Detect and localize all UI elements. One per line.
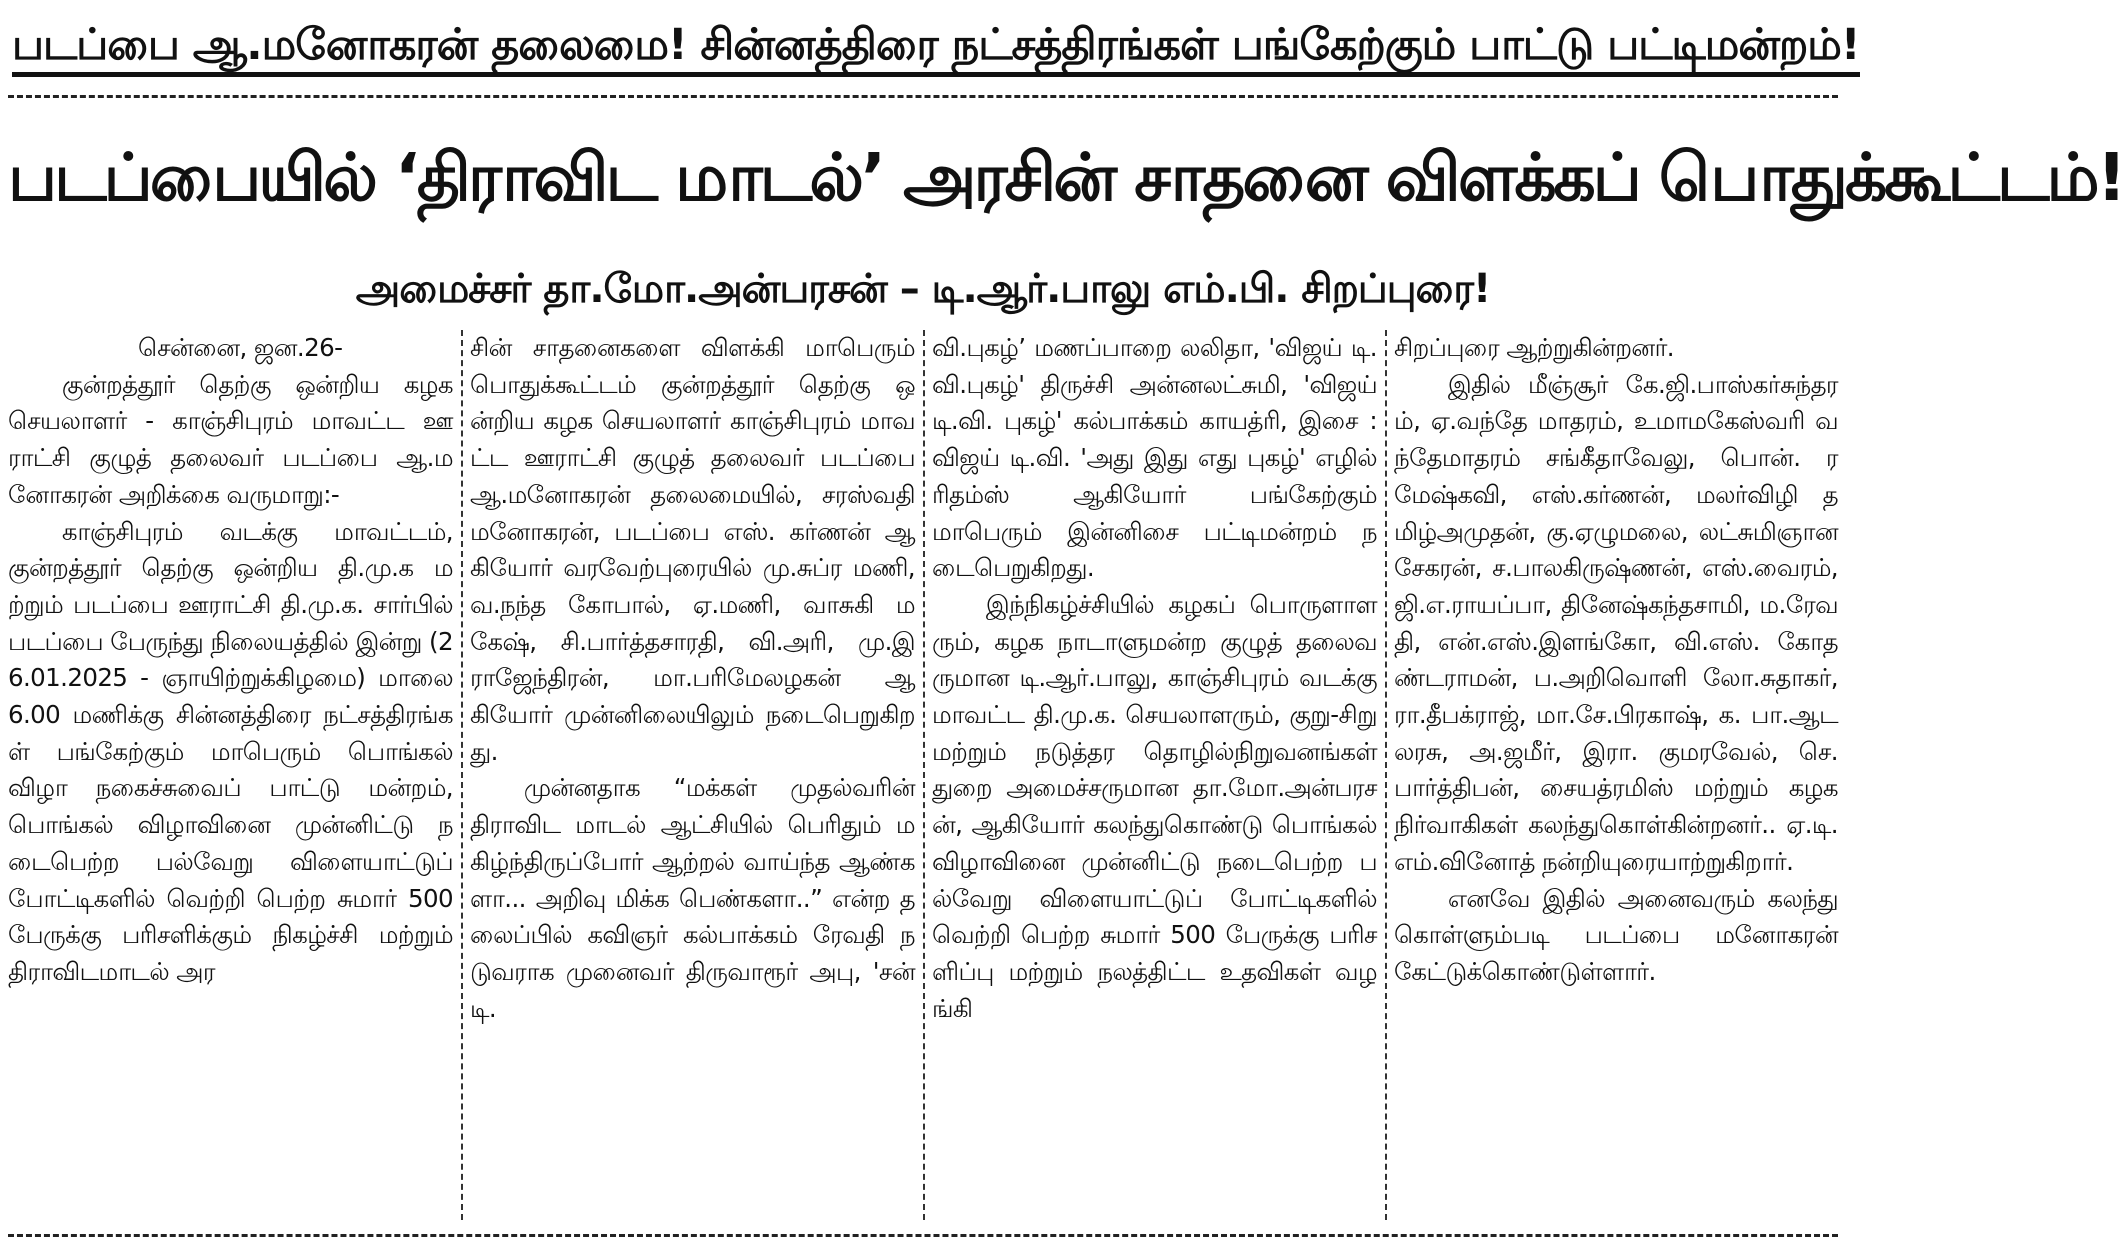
paragraph: காஞ்சிபுரம் வடக்கு மாவட்டம், குன்றத்தூர் தெற்கு ஒன்றிய தி.மு.க மற்றும் படப்பை ஊராட்சி தி.மு.க. சார்பில் படப்பை பேருந்து நிலையத்தில் இன்று (26.01.2025 - ஞாயிற்றுக்கிழமை) மாலை 6.00 மணிக்கு சின்னத்திரை நட்சத்திரங்கள் பங்கேற்கும் மாபெரும் பொங்கல் விழா நகைச்சுவைப் பாட்டு மன்றம், பொங்கல் விழாவினை முன்னிட்டு நடைபெற்ற பல்வேறு விளையாட்டுப் போட்டிகளில் வெற்றி பெற்ற சுமார் 500 பேருக்கு பரிசளிக்கும் நிகழ்ச்சி மற்றும் திராவிடமாடல் அர — [8, 516, 453, 986]
dateline: சென்னை, ஜன.26- — [138, 333, 343, 362]
column-rule — [1385, 330, 1387, 1220]
column-rule — [461, 330, 463, 1220]
subheadline: அமைச்சர் தா.மோ.அன்பரசன் – டி.ஆர்.பாலு எம்.பி. சிறப்புரை! — [355, 266, 1491, 312]
paragraph: சிறப்புரை ஆற்றுகின்றனர். — [1394, 333, 1674, 362]
column-4 — [1394, 330, 1838, 1220]
paragraph: எனவே இதில் அனைவரும் கலந்து கொள்ளும்படி படப்பை மனோகரன் கேட்டுக்கொண்டுள்ளார். — [1394, 883, 1838, 986]
column-2 — [470, 330, 915, 1220]
column-3 — [932, 330, 1377, 1220]
bottom-divider — [8, 1234, 1838, 1237]
paragraph: முன்னதாக “மக்கள் முதல்வரின் திராவிட மாடல் ஆட்சியில் பெரிதும் மகிழ்ந்திருப்போர் ஆற்றல் வாய்ந்த ஆண்களா... அறிவு மிக்க பெண்களா..” என்ற தலைப்பில் கவிஞர் கல்பாக்கம் ரேவதி நடுவராக முனைவர் திருவாரூர் அபு, 'சன் டி. — [470, 773, 915, 1023]
paragraph: இந்நிகழ்ச்சியில் கழகப் பொருளாளரும், கழக நாடாளுமன்ற குழுத் தலைவருமான டி.ஆர்.பாலு, காஞ்சிபுரம் வடக்கு மாவட்ட தி.மு.க. செயலாளரும், குறு-சிறு மற்றும் நடுத்தர தொழில்நிறுவனங்கள் துறை அமைச்சருமான தா.மோ.அன்பரசன், ஆகியோர் கலந்துகொண்டு பொங்கல் விழாவினை முன்னிட்டு நடைபெற்ற பல்வேறு விளையாட்டுப் போட்டிகளில் வெற்றி பெற்ற சுமார் 500 பேருக்கு பரிசளிப்பு மற்றும் நலத்திட்ட உதவிகள் வழங்கி — [932, 589, 1377, 1023]
column-rule — [923, 330, 925, 1220]
kicker-text: படப்பை ஆ.மனோகரன் தலைமை! சின்னத்திரை நட்சத்திரங்கள் பங்கேற்கும் பாட்டு பட்டிமன்றம்! — [12, 20, 1860, 77]
top-divider — [8, 95, 1838, 98]
paragraph: வி.புகழ்’ மணப்பாறை லலிதா, 'விஜய் டி.வி.புகழ்' திருச்சி அன்னலட்சுமி, 'விஜய் டி.வி. புகழ்' கல்பாக்கம் காயத்ரி, இசை : விஜய் டி.வி. 'அது இது எது புகழ்' எழில் ரிதம்ஸ் ஆகியோர் பங்கேற்கும் மாபெரும் இன்னிசை பட்டிமன்றம் நடைபெறுகிறது. — [932, 333, 1377, 583]
column-1 — [8, 330, 453, 1220]
paragraph: சின் சாதனைகளை விளக்கி மாபெரும் பொதுக்கூட்டம் குன்றத்தூர் தெற்கு ஒன்றிய கழக செயலாளர் காஞ்சிபுரம் மாவட்ட ஊராட்சி குழுத் தலைவர் படப்பை ஆ.மனோகரன் தலைமையில், சரஸ்வதி மனோகரன், படப்பை எஸ். கர்ணன் ஆகியோர் வரவேற்புரையில் மு.சுப்ர மணி, வ.நந்த கோபால், ஏ.மணி, வாசுகி மகேஷ், சி.பார்த்தசாரதி, வி.அரி, மு.இராஜேந்திரன், மா.பரிமேலழகன் ஆகியோர் முன்னிலையிலும் நடைபெறுகிறது. — [470, 333, 915, 766]
paragraph: குன்றத்தூர் தெற்கு ஒன்றிய கழக செயலாளர் - காஞ்சிபுரம் மாவட்ட ஊராட்சி குழுத் தலைவர் படப்பை ஆ.மனோகரன் அறிக்கை வருமாறு:- — [8, 369, 453, 509]
headline: படப்பையில் ‘திராவிட மாடல்’ அரசின் சாதனை விளக்கப் பொதுக்கூட்டம்! — [8, 139, 2124, 216]
paragraph: இதில் மீஞ்சூர் கே.ஜி.பாஸ்கர்சுந்தரம், ஏ.வந்தே மாதரம், உமாமகேஸ்வரி வந்தேமாதரம் சங்கீதாவேலு, பொன். ரமேஷ்கவி, எஸ்.கர்ணன், மலர்விழி தமிழ்அமுதன், கு.ஏழுமலை, லட்சுமிஞானசேகரன், ச.பாலகிருஷ்ணன், எஸ்.வைரம், ஜி.எ.ராயப்பா, தினேஷ்கந்தசாமி, ம.ரேவதி, என்.எஸ்.இளங்கோ, வி.எஸ். கோதண்டராமன், ப.அறிவொளி லோ.சுதாகர், ரா.தீபக்ராஜ், மா.சே.பிரகாஷ், க. பா.ஆடலரசு, அ.ஜமீர், இரா. குமரவேல், செ.பார்த்திபன், சையத்ரமிஸ் மற்றும் கழக நிர்வாகிகள் கலந்துகொள்கின்றனர்.. ஏ.டி.எம்.வினோத் நன்றியுரையாற்றுகிறார். — [1394, 369, 1838, 876]
kicker-line — [12, 2, 1860, 88]
